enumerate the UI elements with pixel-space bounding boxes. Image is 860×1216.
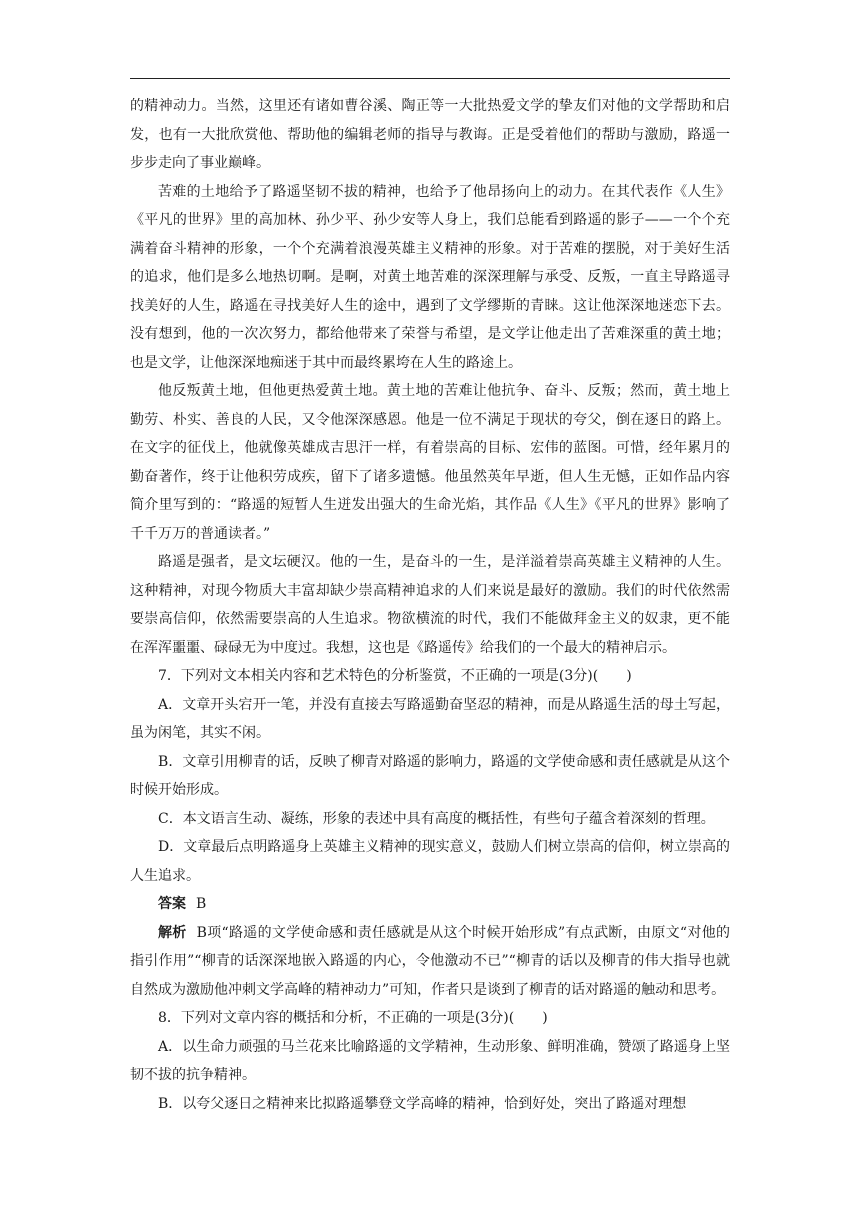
header-rule — [130, 78, 730, 79]
passage-paragraph: 他反叛黄土地，但他更热爱黄土地。黄土地的苦难让他抗争、奋斗、反叛；然而，黄土地上勤劳、朴实、善良的人民，又令他深深感恩。他是一位不满足于现状的夸父，倒在逐日的路上。在文字的征伐上，他就像英雄成吉思汗一样，有着崇高的目标、宏伟的蓝图。可惜，经年累月的勤奋著作，终于让他积劳成疾，留下了诸多遗憾。他虽然英年早逝，但人生无憾，正如作品内容简介里写到的：“路遥的短暂人生迸发出强大的生命光焰，其作品《人生》《平凡的世界》影响了千千万万的普通读者。” — [130, 383, 730, 542]
answer-line — [130, 890, 730, 919]
analysis-paragraph — [130, 919, 730, 1005]
analysis-text: B项“路遥的文学使命感和责任感就是从这个时候开始形成”有点武断，由原文“对他的指引作用”“柳青的话深深地嵌入路遥的内心，令他激动不已”“柳青的话以及柳青的伟大指导也就自然成为激励他冲刺文学高峰的精神动力”可知，作者只是谈到了柳青的话对路遥的触动和思考。 — [130, 924, 731, 998]
document-body — [130, 92, 730, 1118]
passage-paragraph: 苦难的土地给予了路遥坚韧不拔的精神，也给予了他昂扬向上的动力。在其代表作《人生》《平凡的世界》里的高加林、孙少平、孙少安等人身上，我们总能看到路遥的影子——一个个充满着奋斗精神的形象，一个个充满着浪漫英雄主义精神的形象。对于苦难的摆脱，对于美好生活的追求，他们是多么地热切啊。是啊，对黄土地苦难的深深理解与承受、反叛，一直主导路遥寻找美好的人生，路遥在寻找美好人生的途中，遇到了文学缪斯的青睐。这让他深深地迷恋下去。没有想到，他的一次次努力，都给他带来了荣誉与希望，是文学让他走出了苦难深重的黄土地；也是文学，让他深深地痴迷于其中而最终累垮在人生的路途上。 — [130, 183, 730, 371]
answer-label: 答案 — [158, 896, 186, 912]
question-8-stem: 8．下列对文章内容的概括和分析，不正确的一项是(3分)( ) — [158, 1010, 548, 1026]
question-7-option-d: D．文章最后点明路遥身上英雄主义精神的现实意义，鼓励人们树立崇高的信仰，树立崇高的人生追求。 — [130, 839, 730, 884]
analysis-label: 解析 — [158, 924, 187, 941]
question-8-option-a: A．以生命力顽强的马兰花来比喻路遥的文学精神，生动形象、鲜明准确，赞颂了路遥身上坚韧不拔的抗争精神。 — [130, 1038, 730, 1083]
passage-paragraph: 的精神动力。当然，这里还有诸如曹谷溪、陶正等一大批热爱文学的挚友们对他的文学帮助和启发，也有一大批欣赏他、帮助他的编辑老师的指导与教诲。正是受着他们的帮助与激励，路遥一步步走向了事业巅峰。 — [130, 98, 730, 171]
passage-paragraph: 路遥是强者，是文坛硬汉。他的一生，是奋斗的一生，是洋溢着崇高英雄主义精神的人生。这种精神，对现今物质大丰富却缺少崇高精神追求的人们来说是最好的激励。我们的时代依然需要崇高信仰，依然需要崇高的人生追求。物欲横流的时代，我们不能做拜金主义的奴隶，更不能在浑浑噩噩、碌碌无为中度过。我想，这也是《路遥传》给我们的一个最大的精神启示。 — [130, 554, 730, 656]
question-7-option-c: C．本文语言生动、凝练，形象的表述中具有高度的概括性，有些句子蕴含着深刻的哲理。 — [158, 810, 715, 827]
question-7-option-a: A．文章开头宕开一笔，并没有直接去写路遥勤奋坚忍的精神，而是从路遥生活的母土写起，虽为闲笔，其实不闲。 — [130, 696, 730, 741]
answer-value: B — [196, 896, 207, 912]
question-7-option-b: B．文章引用柳青的话，反映了柳青对路遥的影响力，路遥的文学使命感和责任感就是从这个时候开始形成。 — [130, 753, 730, 798]
question-8-option-b: B．以夸父逐日之精神来比拟路遥攀登文学高峰的精神，恰到好处，突出了路遥对理想 — [158, 1095, 687, 1112]
question-7-stem: 7．下列对文本相关内容和艺术特色的分析鉴赏，不正确的一项是(3分)( ) — [158, 668, 632, 684]
